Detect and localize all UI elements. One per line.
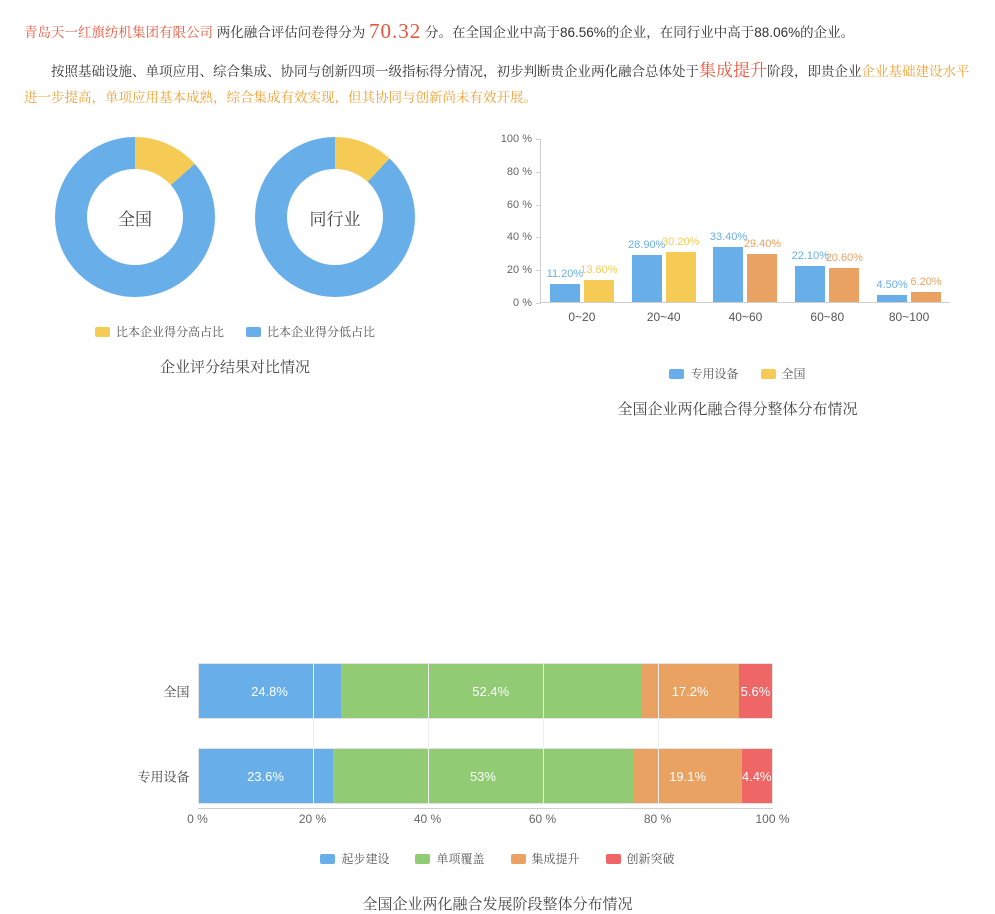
stacked-x-tick: 100 %	[755, 812, 790, 826]
legend-label-单项覆盖: 单项覆盖	[436, 852, 485, 866]
bar-全国[interactable]	[825, 252, 863, 302]
donut-row	[0, 137, 470, 297]
donut-chart-industry	[255, 137, 415, 297]
legend-item-low[interactable]	[246, 323, 375, 340]
bar-x-tick: 40~60	[728, 310, 763, 324]
bar-value-label: 30.20%	[662, 236, 700, 249]
legend-item-起步建设[interactable]	[320, 850, 389, 867]
stacked-bar-row	[198, 748, 773, 804]
legend-item-national[interactable]	[761, 365, 806, 382]
stacked-chart-title: 全国企业两化融合发展阶段整体分布情况	[362, 896, 633, 913]
legend-item-special-equipment[interactable]	[669, 365, 738, 382]
bar-y-tick: 60 %	[506, 198, 532, 211]
bar-专用设备[interactable]	[709, 231, 748, 302]
bar-全国[interactable]	[910, 275, 942, 302]
bar-chart-title: 全国企业两化融合得分整体分布情况	[617, 401, 858, 418]
bar-全国[interactable]	[743, 237, 782, 302]
stacked-x-tick: 80 %	[643, 812, 672, 826]
legend-label-low: 比本企业得分低占比	[267, 325, 376, 339]
stacked-row-label: 专用设备	[137, 769, 190, 785]
legend-label-创新突破: 创新突破	[626, 852, 675, 866]
stacked-x-tick: 60 %	[528, 812, 557, 826]
donut-center-label-0: 全国	[87, 169, 183, 265]
stacked-row-label: 全国	[163, 684, 190, 700]
stacked-gridline	[428, 663, 429, 804]
stacked-segment-起步建设[interactable]: 23.6%	[199, 749, 333, 803]
stacked-segment-单项覆盖[interactable]: 53%	[333, 749, 634, 803]
bar-y-tick: 80 %	[506, 165, 532, 178]
legend-label-national: 全国	[781, 367, 806, 381]
stage-sentence-part2: 阶段，即贵企业	[767, 64, 862, 79]
bar-x-tick: 80~100	[888, 310, 930, 324]
bar-value-label: 33.40%	[709, 231, 748, 244]
stage-value: 集成提升	[699, 61, 767, 80]
donut-center-label-1: 同行业	[287, 169, 383, 265]
stacked-gridline	[543, 663, 544, 804]
legend-swatch-创新突破	[606, 854, 621, 864]
bar-value-label: 29.40%	[743, 237, 782, 250]
stacked-segment-单项覆盖[interactable]: 52.4%	[341, 664, 641, 718]
stacked-gridline	[658, 663, 659, 804]
bar-x-tick: 0~20	[568, 310, 596, 324]
summary-text	[0, 0, 995, 111]
stacked-x-tick: 20 %	[298, 812, 327, 826]
bar-y-tick: 20 %	[506, 264, 532, 277]
bar-value-label: 4.50%	[876, 278, 908, 291]
stage-sentence	[24, 58, 971, 111]
stacked-x-tick: 0 %	[187, 812, 208, 826]
stacked-segment-创新突破[interactable]: 4.4%	[742, 749, 772, 803]
legend-label-起步建设: 起步建设	[341, 852, 390, 866]
stacked-gridline	[313, 663, 314, 804]
stage-description: 企业基础建设水平进一步提高，单项应用基本成熟，综合集成有效实现，但其协同与创新尚未有效开展。	[24, 64, 970, 105]
legend-item-单项覆盖[interactable]	[415, 850, 484, 867]
bar-group	[786, 139, 868, 324]
bar-value-label: 28.90%	[628, 238, 666, 251]
donut-chart-national	[55, 137, 215, 297]
score-sentence-part2: 分。在全国企业中高于86.56%的企业，在同行业中高于88.06%的企业。	[421, 25, 855, 40]
pie-chart-block	[0, 123, 470, 377]
stage-sentence-part1: 按照基础设施、单项应用、综合集成、协同与创新四项一级指标得分情况，初步判断贵企业两化融合总体处于	[51, 64, 699, 79]
score-sentence-part1: 两化融合评估问卷得分为	[213, 25, 370, 40]
stacked-segment-创新突破[interactable]: 5.6%	[739, 664, 771, 718]
bar-y-tick: 0 %	[513, 297, 532, 309]
stacked-segment-集成提升[interactable]: 19.1%	[633, 749, 741, 803]
legend-swatch-special-equipment	[669, 369, 684, 379]
bar-全国[interactable]	[580, 263, 618, 302]
legend-item-创新突破[interactable]	[606, 850, 675, 867]
stacked-plot-area	[137, 623, 798, 828]
bar-value-label: 20.60%	[825, 252, 863, 265]
stacked-x-tick: 40 %	[413, 812, 442, 826]
stacked-x-axis	[198, 808, 773, 809]
bar-group	[705, 139, 787, 324]
legend-label-集成提升: 集成提升	[531, 852, 580, 866]
bar-value-label: 22.10%	[791, 249, 829, 262]
bar-专用设备[interactable]	[791, 249, 829, 302]
bar-专用设备[interactable]	[628, 238, 666, 302]
bar-y-tick: 40 %	[506, 231, 532, 244]
legend-label-special-equipment: 专用设备	[690, 367, 739, 381]
pie-legend	[0, 323, 470, 340]
bar-group	[541, 139, 623, 324]
bar-group	[868, 139, 950, 324]
bar-value-label: 11.20%	[546, 267, 584, 280]
legend-swatch-集成提升	[511, 854, 526, 864]
bar-专用设备[interactable]	[546, 267, 584, 302]
legend-item-集成提升[interactable]	[511, 850, 580, 867]
bar-x-tick: 60~80	[810, 310, 845, 324]
stacked-segment-集成提升[interactable]: 17.2%	[641, 664, 740, 718]
company-name: 青岛天一红旗纺机集团有限公司	[24, 25, 213, 40]
legend-swatch-high	[95, 327, 110, 337]
bar-x-tick: 20~40	[646, 310, 681, 324]
bar-legend	[480, 365, 995, 382]
legend-swatch-national	[761, 369, 776, 379]
bar-专用设备[interactable]	[876, 278, 908, 302]
legend-swatch-low	[246, 327, 261, 337]
bar-value-label: 6.20%	[910, 275, 942, 288]
legend-swatch-起步建设	[320, 854, 335, 864]
bar-value-label: 13.60%	[580, 263, 618, 276]
legend-label-high: 比本企业得分高占比	[115, 325, 224, 339]
bar-group	[623, 139, 705, 324]
bar-chart-block	[480, 123, 995, 419]
bar-y-tickmark	[536, 303, 541, 304]
pie-chart-title: 企业评分结果对比情况	[159, 359, 310, 376]
bar-y-tick: 100 %	[500, 133, 532, 145]
bar-plot-area	[540, 139, 950, 324]
stacked-bar-row	[198, 663, 773, 719]
bar-全国[interactable]	[662, 236, 700, 302]
score-value: 70.32	[369, 19, 422, 43]
stacked-chart-block	[0, 623, 995, 914]
stacked-legend	[0, 850, 995, 867]
legend-swatch-单项覆盖	[415, 854, 430, 864]
legend-item-high[interactable]	[95, 323, 224, 340]
bar-chart-canvas	[480, 131, 995, 331]
stacked-segment-起步建设[interactable]: 24.8%	[199, 664, 341, 718]
score-sentence	[24, 18, 971, 46]
